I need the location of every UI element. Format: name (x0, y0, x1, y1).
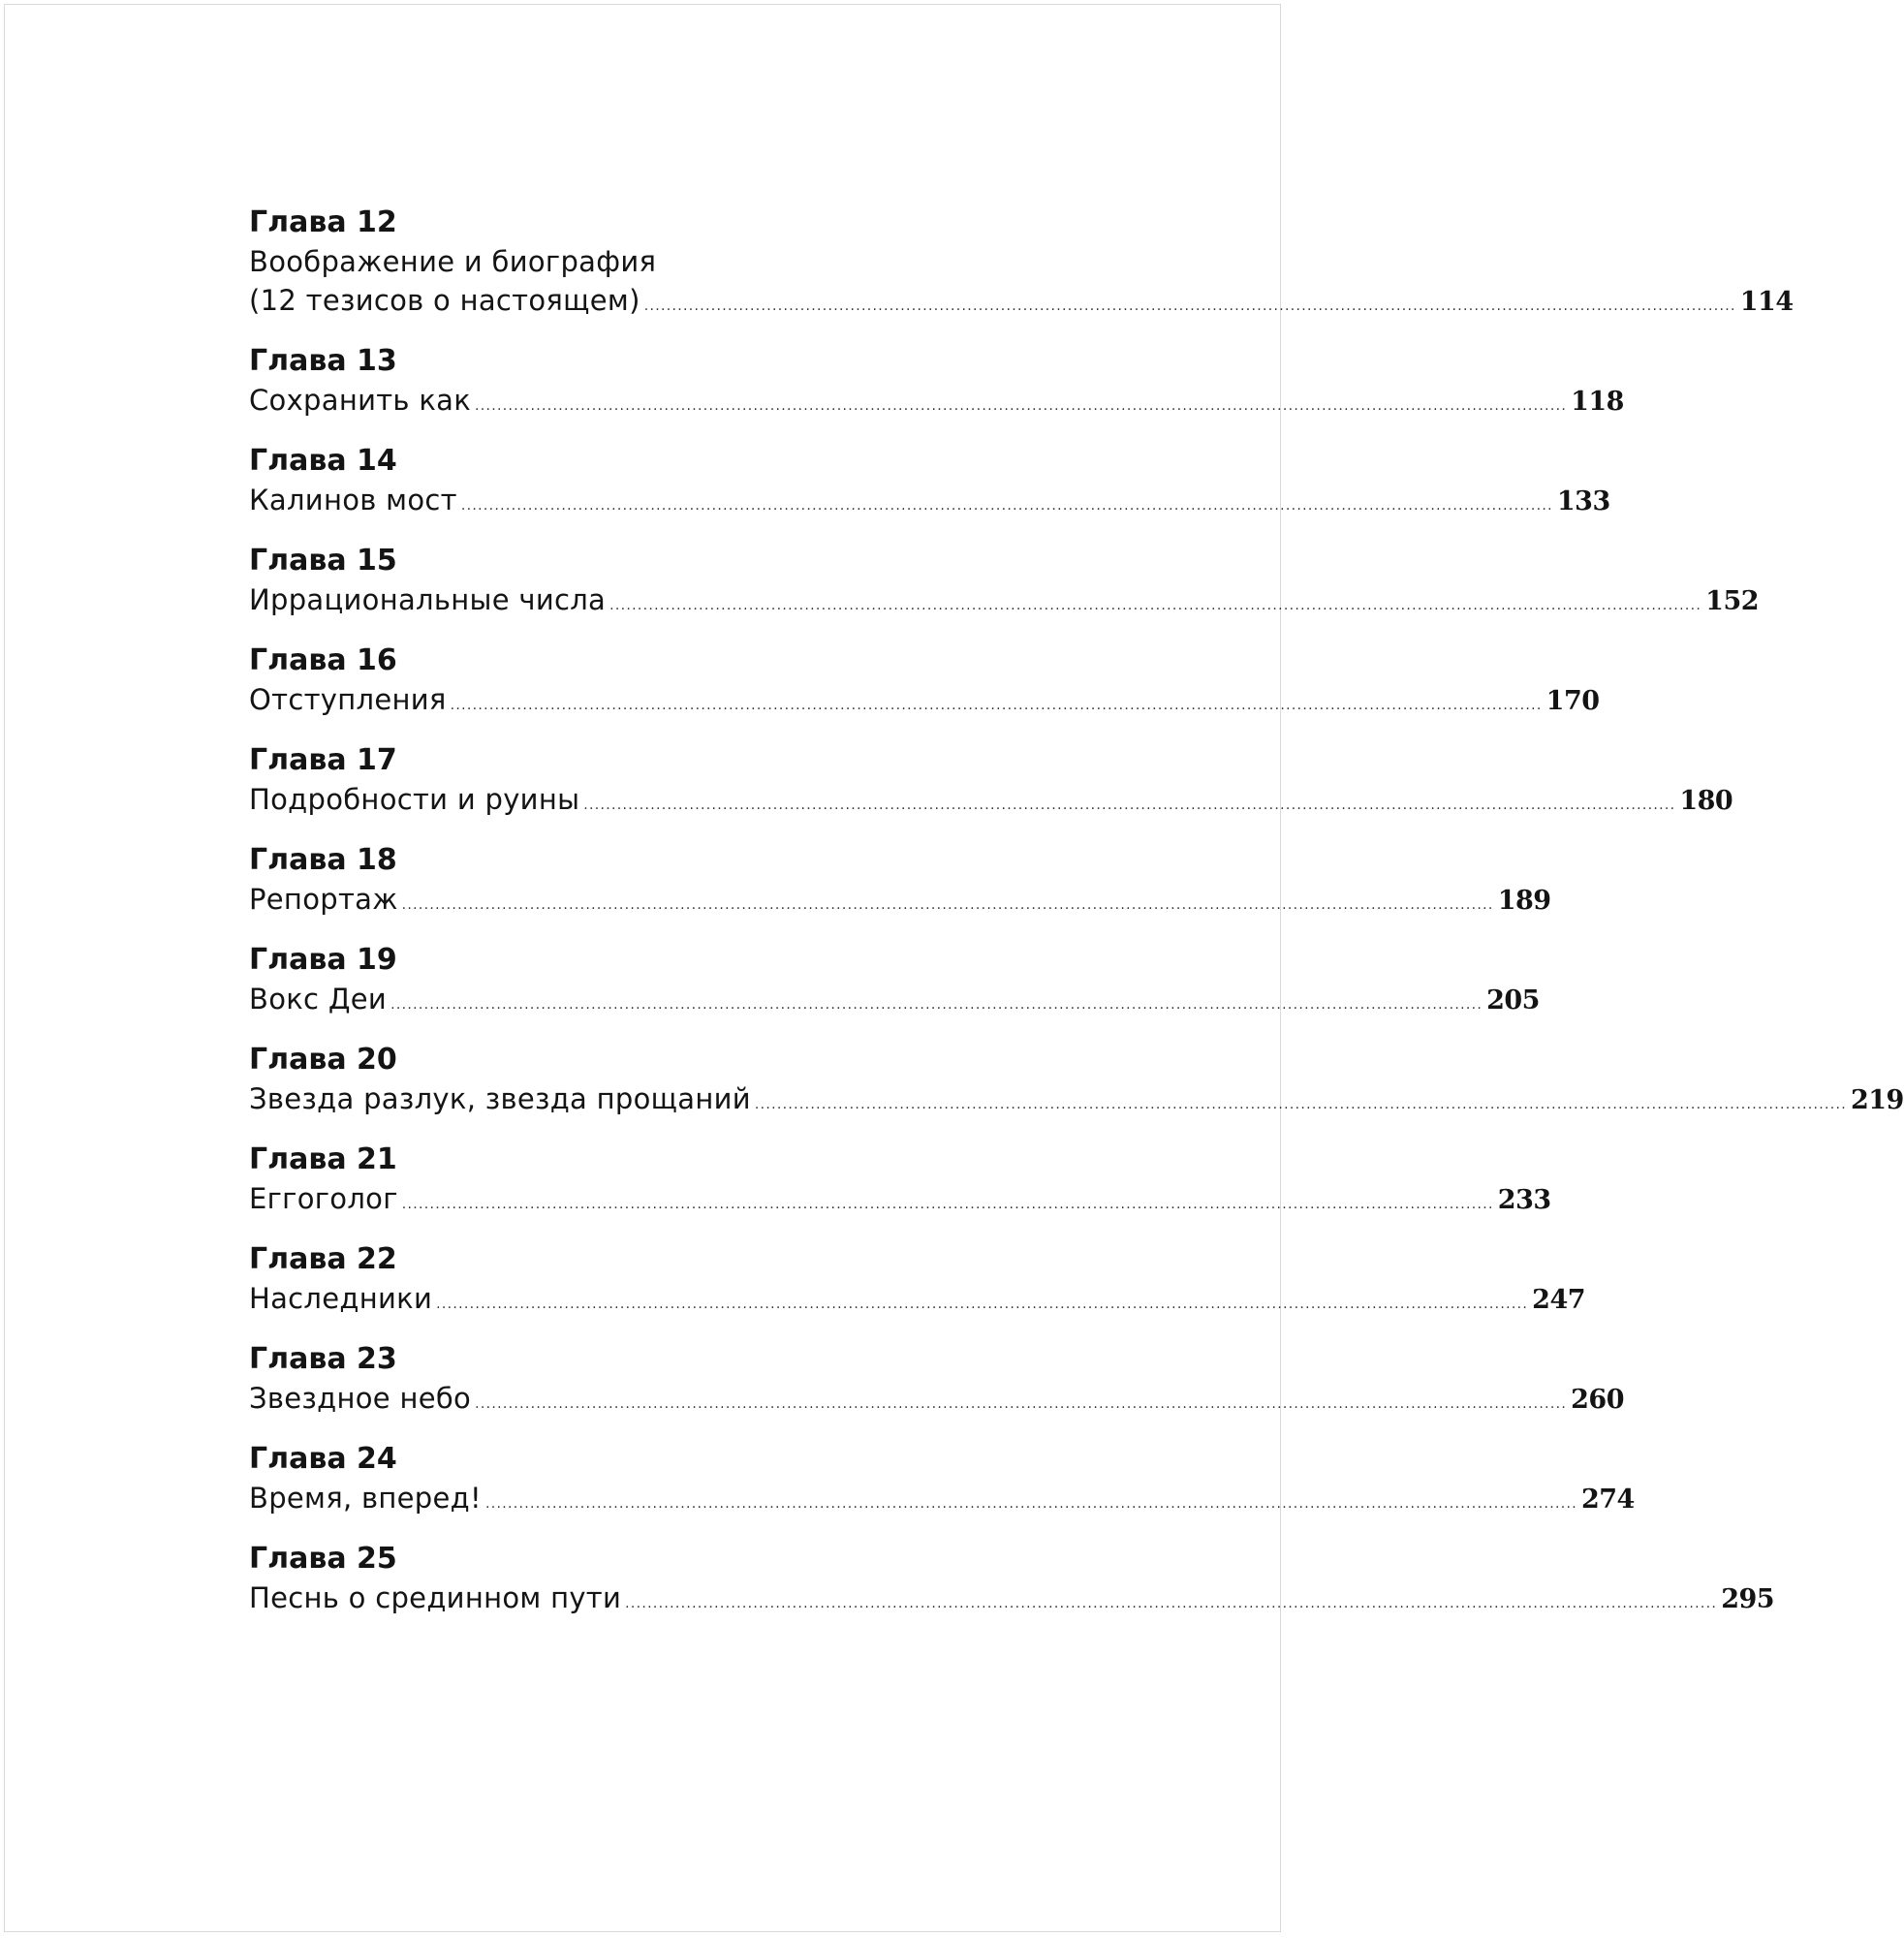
toc-line (249, 481, 1610, 519)
page-number: 219 (1850, 1085, 1904, 1115)
chapter-title: Звездное небо (249, 1382, 472, 1415)
chapter-title: Иррациональные числа (249, 583, 607, 616)
chapter-title-line-1: Воображение и биография (249, 245, 657, 278)
chapter-label: Глава 21 (249, 1142, 397, 1176)
chapter-title: Песнь о срединном пути (249, 1581, 622, 1614)
table-of-contents (249, 203, 1904, 1640)
chapter-label: Глава 20 (249, 1043, 397, 1077)
page-number: 260 (1571, 1385, 1625, 1415)
toc-entry-chapter-22[interactable] (249, 1240, 1586, 1318)
toc-line (249, 880, 1551, 919)
toc-line (249, 1579, 1775, 1617)
chapter-label: Глава 23 (249, 1342, 397, 1376)
toc-entry-chapter-13[interactable] (249, 342, 1624, 420)
chapter-title: Сохранить как (249, 384, 472, 417)
toc-line (249, 1279, 1586, 1318)
chapter-title: Калинов мост (249, 484, 457, 516)
toc-line (249, 1479, 1635, 1517)
dot-leader: .................................................................................................................................................................................................... (436, 1297, 1529, 1312)
dot-leader: .................................................................................................................................................................................................... (475, 398, 1568, 414)
chapter-label: Глава 16 (249, 643, 397, 677)
chapter-label: Глава 25 (249, 1542, 397, 1576)
chapter-title: Вокс Деи (249, 983, 388, 1016)
page-number: 274 (1580, 1485, 1635, 1515)
chapter-label: Глава 13 (249, 344, 397, 378)
toc-entry-chapter-12[interactable] (249, 203, 1794, 320)
page-number: 189 (1497, 886, 1551, 916)
toc-line (249, 281, 1794, 320)
toc-entry-chapter-16[interactable] (249, 641, 1600, 719)
dot-leader: .................................................................................................................................................................................................... (754, 1097, 1847, 1112)
chapter-label: Глава 15 (249, 544, 397, 578)
chapter-label: Глава 12 (249, 205, 397, 239)
chapter-title: Звезда разлук, звезда прощаний (249, 1082, 751, 1115)
dot-leader: .................................................................................................................................................................................................... (450, 698, 1543, 713)
dot-leader: .................................................................................................................................................................................................... (484, 1496, 1577, 1512)
page-number: 114 (1739, 287, 1794, 317)
toc-line (249, 980, 1540, 1018)
dot-leader: .................................................................................................................................................................................................... (401, 1197, 1494, 1212)
chapter-title: (12 тезисов о настоящем) (249, 284, 640, 317)
dot-leader: .................................................................................................................................................................................................... (609, 598, 1702, 613)
chapter-label: Глава 22 (249, 1242, 397, 1276)
toc-entry-chapter-18[interactable] (249, 841, 1551, 919)
dot-leader: .................................................................................................................................................................................................... (625, 1596, 1718, 1611)
toc-entry-chapter-14[interactable] (249, 442, 1610, 519)
toc-entry-chapter-20[interactable] (249, 1041, 1904, 1118)
toc-entry-chapter-15[interactable] (249, 542, 1760, 619)
page-number: 118 (1571, 387, 1624, 417)
toc-line (249, 780, 1733, 819)
toc-line (249, 381, 1624, 420)
toc-line (249, 1379, 1625, 1418)
toc-entry-chapter-19[interactable] (249, 941, 1540, 1018)
chapter-title: Наследники (249, 1282, 433, 1315)
page-number: 133 (1556, 486, 1610, 516)
chapter-label: Глава 17 (249, 743, 397, 777)
page-number: 233 (1497, 1185, 1551, 1215)
page-number: 180 (1679, 786, 1733, 816)
dot-leader: .................................................................................................................................................................................................... (475, 1396, 1568, 1412)
dot-leader: .................................................................................................................................................................................................... (401, 897, 1494, 913)
chapter-label: Глава 14 (249, 444, 397, 478)
page-number: 170 (1545, 686, 1600, 716)
dot-leader: .................................................................................................................................................................................................... (460, 498, 1553, 514)
page-number: 295 (1721, 1584, 1775, 1614)
dot-leader: .................................................................................................................................................................................................... (643, 298, 1736, 314)
chapter-title: Время, вперед! (249, 1482, 482, 1515)
toc-line (249, 1179, 1551, 1218)
page-number: 205 (1486, 985, 1540, 1016)
page-number: 247 (1532, 1285, 1586, 1315)
chapter-label: Глава 19 (249, 943, 397, 977)
toc-line (249, 1079, 1904, 1118)
toc-line (249, 580, 1760, 619)
toc-entry-chapter-21[interactable] (249, 1141, 1551, 1218)
chapter-title: Подробности и руины (249, 783, 580, 816)
chapter-title: Еггоголог (249, 1182, 398, 1215)
chapter-label: Глава 18 (249, 843, 397, 877)
toc-entry-chapter-24[interactable] (249, 1440, 1635, 1517)
toc-entry-chapter-17[interactable] (249, 741, 1733, 819)
chapter-title: Отступления (249, 683, 447, 716)
dot-leader: .................................................................................................................................................................................................... (390, 997, 1483, 1013)
toc-entry-chapter-23[interactable] (249, 1340, 1625, 1418)
toc-line (249, 680, 1600, 719)
chapter-label: Глава 24 (249, 1442, 397, 1476)
chapter-title: Репортаж (249, 883, 398, 916)
toc-entry-chapter-25[interactable] (249, 1540, 1775, 1617)
page-number: 152 (1705, 586, 1760, 616)
dot-leader: .................................................................................................................................................................................................... (583, 797, 1676, 813)
